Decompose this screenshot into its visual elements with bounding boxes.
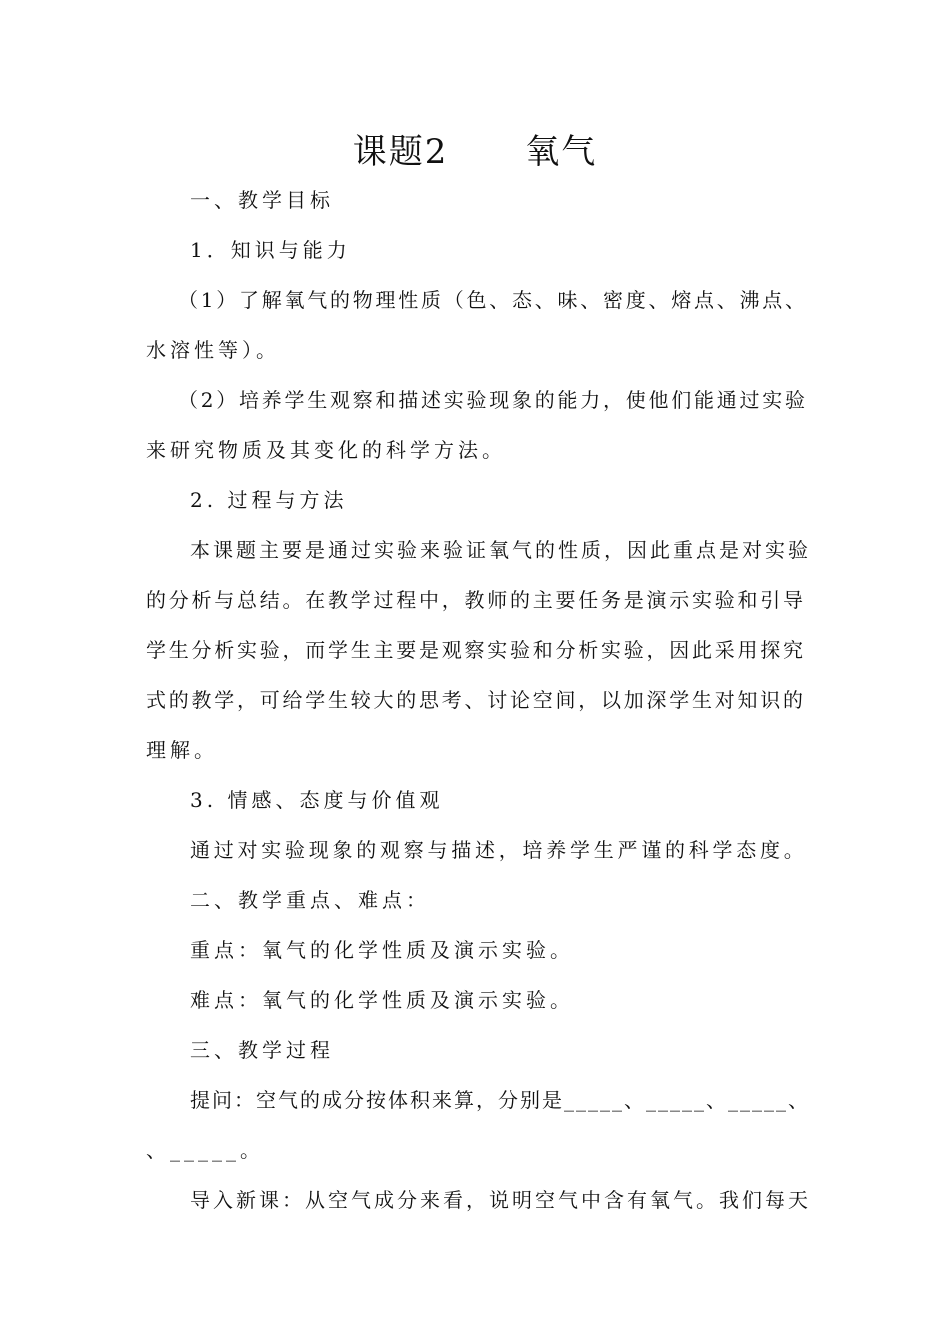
section-heading-objectives: 一、教学目标 <box>190 188 334 212</box>
paragraph-line: 水溶性等）。 <box>146 338 280 362</box>
paragraph-line: 来研究物质及其变化的科学方法。 <box>146 438 506 462</box>
section-heading-keypoints: 二、教学重点、难点： <box>190 888 430 912</box>
paragraph-line: 提问：空气的成分按体积来算，分别是_____、_____、_____、 <box>190 1088 810 1112</box>
paragraph-line: （1）了解氧气的物理性质（色、态、味、密度、熔点、沸点、 <box>178 288 808 312</box>
paragraph-line: 、_____。 <box>146 1138 264 1162</box>
subheading-attitude: 3. 情感、态度与价值观 <box>190 788 444 812</box>
paragraph-line: 导入新课：从空气成分来看，说明空气中含有氧气。我们每天 <box>190 1188 811 1212</box>
paragraph-line: 难点：氧气的化学性质及演示实验。 <box>190 988 574 1012</box>
paragraph-line: 理解。 <box>146 738 218 762</box>
paragraph-line: 通过对实验现象的观察与描述，培养学生严谨的科学态度。 <box>190 838 808 862</box>
paragraph-line: 重点：氧气的化学性质及演示实验。 <box>190 938 574 962</box>
paragraph-line: （2）培养学生观察和描述实验现象的能力，使他们能通过实验 <box>178 388 808 412</box>
section-heading-process: 三、教学过程 <box>190 1038 334 1062</box>
paragraph-line: 式的教学，可给学生较大的思考、讨论空间，以加深学生对知识的 <box>146 688 806 712</box>
document-title: 课题2 氧气 <box>352 132 598 172</box>
paragraph-line: 本课题主要是通过实验来验证氧气的性质，因此重点是对实验 <box>190 538 811 562</box>
subheading-knowledge: 1．知识与能力 <box>190 238 351 262</box>
subheading-process: 2. 过程与方法 <box>190 488 348 512</box>
paragraph-line: 的分析与总结。在教学过程中，教师的主要任务是演示实验和引导 <box>146 588 806 612</box>
paragraph-line: 学生分析实验，而学生主要是观察实验和分析实验，因此采用探究 <box>146 638 806 662</box>
